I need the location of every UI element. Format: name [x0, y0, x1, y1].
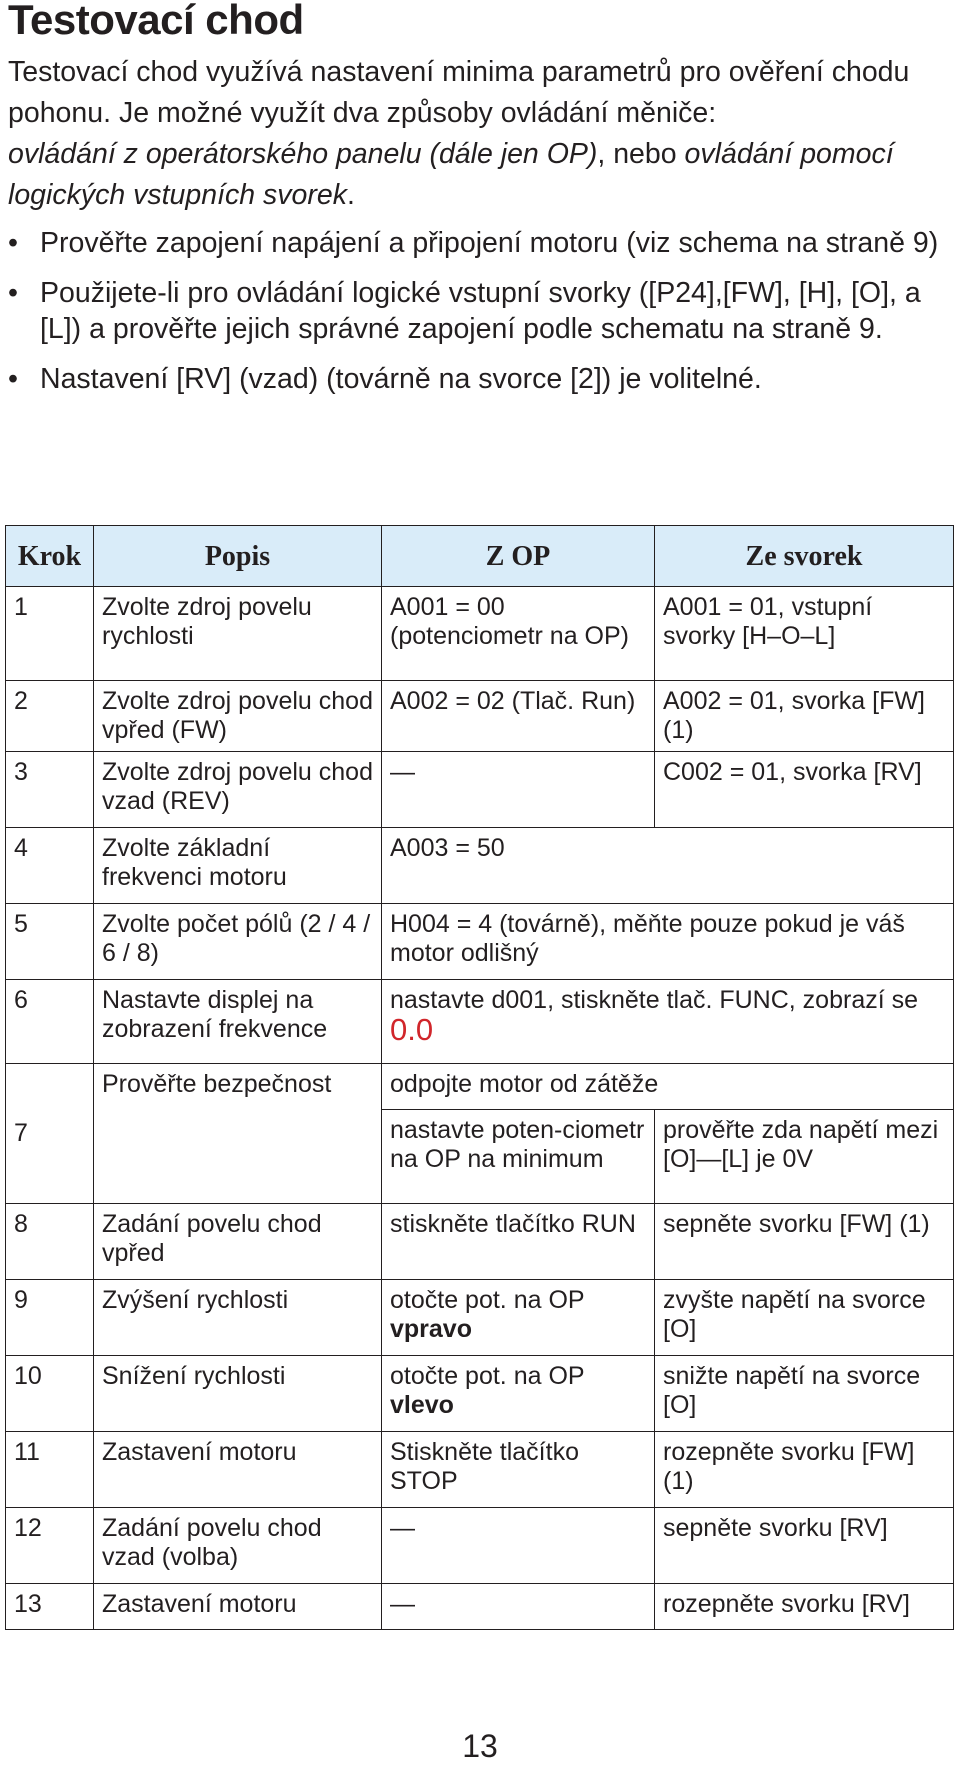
step-terminals: C002 = 01, svorka [RV]: [655, 752, 954, 828]
step-number: 13: [6, 1584, 94, 1630]
step-terminals: sepněte svorku [RV]: [655, 1508, 954, 1584]
step-op: —: [382, 752, 655, 828]
step-op: nastavte poten-ciometr na OP na minimum: [382, 1110, 655, 1204]
step-number: 5: [6, 904, 94, 980]
step-number: 1: [6, 587, 94, 681]
intro-text: Testovací chod využívá nastavení minima parametrů pro ověření chodu pohonu. Je možné využít dva způsoby ovládání měniče:: [8, 56, 910, 129]
step-safety: odpojte motor od zátěže: [382, 1064, 954, 1110]
steps-table: [5, 525, 954, 1630]
step-op: [382, 1356, 655, 1432]
step-op: A001 = 00 (potenciometr na OP): [382, 587, 655, 681]
step-terminals: rozepněte svorku [RV]: [655, 1584, 954, 1630]
step-number: 9: [6, 1280, 94, 1356]
table-row: [6, 1280, 954, 1356]
step-terminals: rozepněte svorku [FW] (1): [655, 1432, 954, 1508]
intro-end: .: [346, 179, 355, 211]
intro-connector: , nebo: [597, 138, 685, 170]
step-op: Stiskněte tlačítko STOP: [382, 1432, 655, 1508]
step-description: Zvolte počet pólů (2 / 4 / 6 / 8): [94, 904, 382, 980]
intro-paragraph: [8, 52, 953, 216]
table-row: [6, 587, 954, 681]
step-terminals: A002 = 01, svorka [FW] (1): [655, 681, 954, 752]
step-op: —: [382, 1508, 655, 1584]
step-both-text: nastavte d001, stiskněte tlač. FUNC, zobrazí se: [390, 986, 919, 1014]
step-op-text: otočte pot. na OP: [390, 1286, 585, 1314]
bullet-item: • Použijete-li pro ovládání logické vstupní svorky ([P24],[FW], [H], [O], a [L]) a prověřte jejich správné zapojení podle schematu na straně 9.: [8, 275, 953, 347]
step-description: Zvýšení rychlosti: [94, 1280, 382, 1356]
intro-option-terminals: ovládání pomocí logických vstupních svorek: [8, 138, 894, 211]
bullet-list: [8, 225, 953, 411]
step-both: [382, 980, 954, 1064]
step-terminals: zvyšte napětí na svorce [O]: [655, 1280, 954, 1356]
step-terminals: snižte napětí na svorce [O]: [655, 1356, 954, 1432]
bullet-item: • Nastavení [RV] (vzad) (továrně na svorce [2]) je volitelné.: [8, 361, 953, 397]
step-both: A003 = 50: [382, 828, 954, 904]
table-row: [6, 904, 954, 980]
step-number: 11: [6, 1432, 94, 1508]
table-row: [6, 681, 954, 752]
step-number: 4: [6, 828, 94, 904]
step-number: 2: [6, 681, 94, 752]
table-header-row: [6, 526, 954, 587]
header-ze-svorek: Ze svorek: [655, 526, 954, 587]
table-row: [6, 980, 954, 1064]
step-number: 8: [6, 1204, 94, 1280]
step-op: A002 = 02 (Tlač. Run): [382, 681, 655, 752]
step-number: 6: [6, 980, 94, 1064]
step-description: Nastavte displej na zobrazení frekvence: [94, 980, 382, 1064]
step-terminals: A001 = 01, vstupní svorky [H–O–L]: [655, 587, 954, 681]
step-number: 10: [6, 1356, 94, 1432]
table-row: [6, 1356, 954, 1432]
step-number: 12: [6, 1508, 94, 1584]
intro-option-op: ovládání z operátorského panelu (dále jen OP): [8, 138, 598, 170]
step-terminals: prověřte zda napětí mezi [O]—[L] je 0V: [655, 1110, 954, 1204]
table-row: [6, 1064, 954, 1110]
display-value: 0.0: [390, 1012, 434, 1047]
step-description: Zvolte zdroj povelu rychlosti: [94, 587, 382, 681]
table-row: [6, 1508, 954, 1584]
table-row: [6, 1584, 954, 1630]
table-row: [6, 1204, 954, 1280]
step-description: Zvolte zdroj povelu chod vpřed (FW): [94, 681, 382, 752]
step-description: Zastavení motoru: [94, 1584, 382, 1630]
step-description: Zastavení motoru: [94, 1432, 382, 1508]
step-description: Zvolte základní frekvenci motoru: [94, 828, 382, 904]
table-row: [6, 828, 954, 904]
header-popis: Popis: [94, 526, 382, 587]
step-op-text: otočte pot. na OP: [390, 1362, 585, 1390]
bullet-item: • Prověřte zapojení napájení a připojení motoru (viz schema na straně 9): [8, 225, 953, 261]
table-row: [6, 752, 954, 828]
step-description: Zadání povelu chod vpřed: [94, 1204, 382, 1280]
step-op-direction: vpravo: [390, 1315, 472, 1343]
header-z-op: Z OP: [382, 526, 655, 587]
step-number: 7: [6, 1064, 94, 1204]
step-op: —: [382, 1584, 655, 1630]
table-row: [6, 1432, 954, 1508]
step-op: stiskněte tlačítko RUN: [382, 1204, 655, 1280]
step-description: Prověřte bezpečnost: [94, 1064, 382, 1204]
step-terminals: sepněte svorku [FW] (1): [655, 1204, 954, 1280]
step-op-direction: vlevo: [390, 1391, 454, 1419]
step-op: [382, 1280, 655, 1356]
page-title: Testovací chod: [8, 0, 304, 43]
step-description: Zvolte zdroj povelu chod vzad (REV): [94, 752, 382, 828]
page-number: 13: [462, 1728, 498, 1764]
step-description: Snížení rychlosti: [94, 1356, 382, 1432]
header-krok: Krok: [6, 526, 94, 587]
step-both: H004 = 4 (továrně), měňte pouze pokud je váš motor odlišný: [382, 904, 954, 980]
step-description: Zadání povelu chod vzad (volba): [94, 1508, 382, 1584]
step-number: 3: [6, 752, 94, 828]
